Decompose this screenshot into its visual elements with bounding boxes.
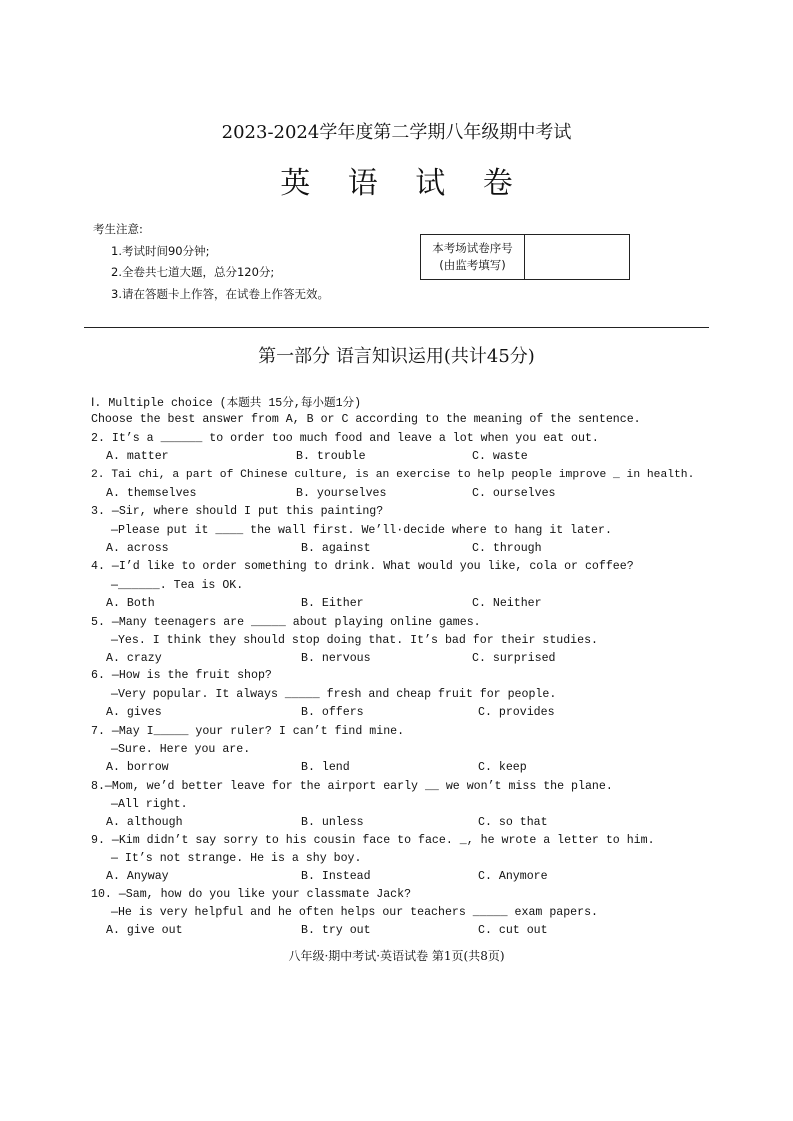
question-stem: 10. —Sam, how do you like your classmate Jack? — [91, 888, 412, 901]
option-c[interactable]: C. cut out — [478, 924, 548, 937]
question-reply: — It’s not strange. He is a shy boy. — [111, 852, 362, 865]
option-b[interactable]: B. against — [301, 542, 371, 555]
option-c[interactable]: C. so that — [478, 816, 548, 829]
question-stem: 6. —How is the fruit shop? — [91, 669, 272, 682]
question-reply: —Sure. Here you are. — [111, 743, 251, 756]
seat-number-label-line1: 本考场试卷序号 — [432, 241, 513, 255]
option-c[interactable]: C. waste — [472, 450, 528, 463]
option-a[interactable]: A. although — [106, 816, 183, 829]
option-b[interactable]: B. Instead — [301, 870, 371, 883]
question-stem: 8.—Mom, we’d better leave for the airport early __ we won’t miss the plane. — [91, 780, 613, 793]
option-b[interactable]: B. trouble — [296, 450, 366, 463]
option-b[interactable]: B. offers — [301, 706, 364, 719]
question-stem: 2. Tai chi, a part of Chinese culture, is an exercise to help people improve _ in health. — [91, 469, 695, 481]
option-b[interactable]: B. unless — [301, 816, 364, 829]
notice-item: 1.考试时间90分钟; — [111, 244, 210, 258]
option-a[interactable]: A. matter — [106, 450, 169, 463]
option-b[interactable]: B. lend — [301, 761, 350, 774]
exam-subtitle: 英 语 试 卷 — [280, 166, 527, 201]
option-c[interactable]: C. Neither — [472, 597, 542, 610]
question-reply: —All right. — [111, 798, 188, 811]
option-a[interactable]: A. crazy — [106, 652, 162, 665]
option-a[interactable]: A. across — [106, 542, 169, 555]
option-b[interactable]: B. nervous — [301, 652, 371, 665]
section-divider — [84, 327, 709, 328]
option-c[interactable]: C. through — [472, 542, 542, 555]
option-c[interactable]: C. provides — [478, 706, 555, 719]
option-a[interactable]: A. gives — [106, 706, 162, 719]
option-c[interactable]: C. keep — [478, 761, 527, 774]
option-a[interactable]: A. give out — [106, 924, 183, 937]
section-heading: Ⅰ. Multiple choice (本题共 15分,每小题1分) — [91, 397, 362, 410]
option-c[interactable]: C. surprised — [472, 652, 556, 665]
option-b[interactable]: B. Either — [301, 597, 364, 610]
option-c[interactable]: C. ourselves — [472, 487, 556, 500]
page-footer: 八年级·期中考试·英语试卷 第1页(共8页) — [288, 949, 505, 963]
notice-item: 2.全卷共七道大题，总分120分; — [111, 265, 275, 279]
question-reply: —Please put it ____ the wall first. We’ll·decide where to hang it later. — [111, 524, 612, 537]
question-stem: 2. It’s a ______ to order too much food and leave a lot when you eat out. — [91, 432, 599, 445]
option-c[interactable]: C. Anymore — [478, 870, 548, 883]
question-reply: —Very popular. It always _____ fresh and cheap fruit for people. — [111, 688, 557, 701]
question-reply: —Yes. I think they should stop doing that. It’s bad for their studies. — [111, 634, 599, 647]
question-stem: 5. —Many teenagers are _____ about playing online games. — [91, 616, 481, 629]
question-reply: —He is very helpful and he often helps our teachers _____ exam papers. — [111, 906, 599, 919]
exam-title: 2023-2024学年度第二学期八年级期中考试 — [221, 122, 572, 143]
question-stem: 9. —Kim didn’t say sorry to his cousin face to face. _, he wrote a letter to him. — [91, 834, 655, 847]
notice-heading: 考生注意: — [93, 222, 143, 236]
option-a[interactable]: A. themselves — [106, 487, 197, 500]
option-b[interactable]: B. try out — [301, 924, 371, 937]
option-a[interactable]: A. borrow — [106, 761, 169, 774]
seat-number-box — [420, 234, 630, 280]
seat-number-label — [421, 235, 525, 279]
question-stem: 4. —I’d like to order something to drink. What would you like, cola or coffee? — [91, 560, 634, 573]
section-instruction: Choose the best answer from A, B or C according to the meaning of the sentence. — [91, 413, 641, 426]
question-stem: 3. —Sir, where should I put this painting? — [91, 505, 384, 518]
part-title: 第一部分 语言知识运用(共计45分) — [258, 346, 535, 367]
seat-number-field[interactable] — [526, 235, 629, 279]
option-a[interactable]: A. Anyway — [106, 870, 169, 883]
notice-item: 3.请在答题卡上作答，在试卷上作答无效。 — [111, 287, 329, 301]
option-b[interactable]: B. yourselves — [296, 487, 387, 500]
option-a[interactable]: A. Both — [106, 597, 155, 610]
question-stem: 7. —May I_____ your ruler? I can’t find mine. — [91, 725, 405, 738]
question-reply: —______. Tea is OK. — [111, 579, 244, 592]
seat-number-label-line2: (由监考填写) — [439, 258, 506, 272]
